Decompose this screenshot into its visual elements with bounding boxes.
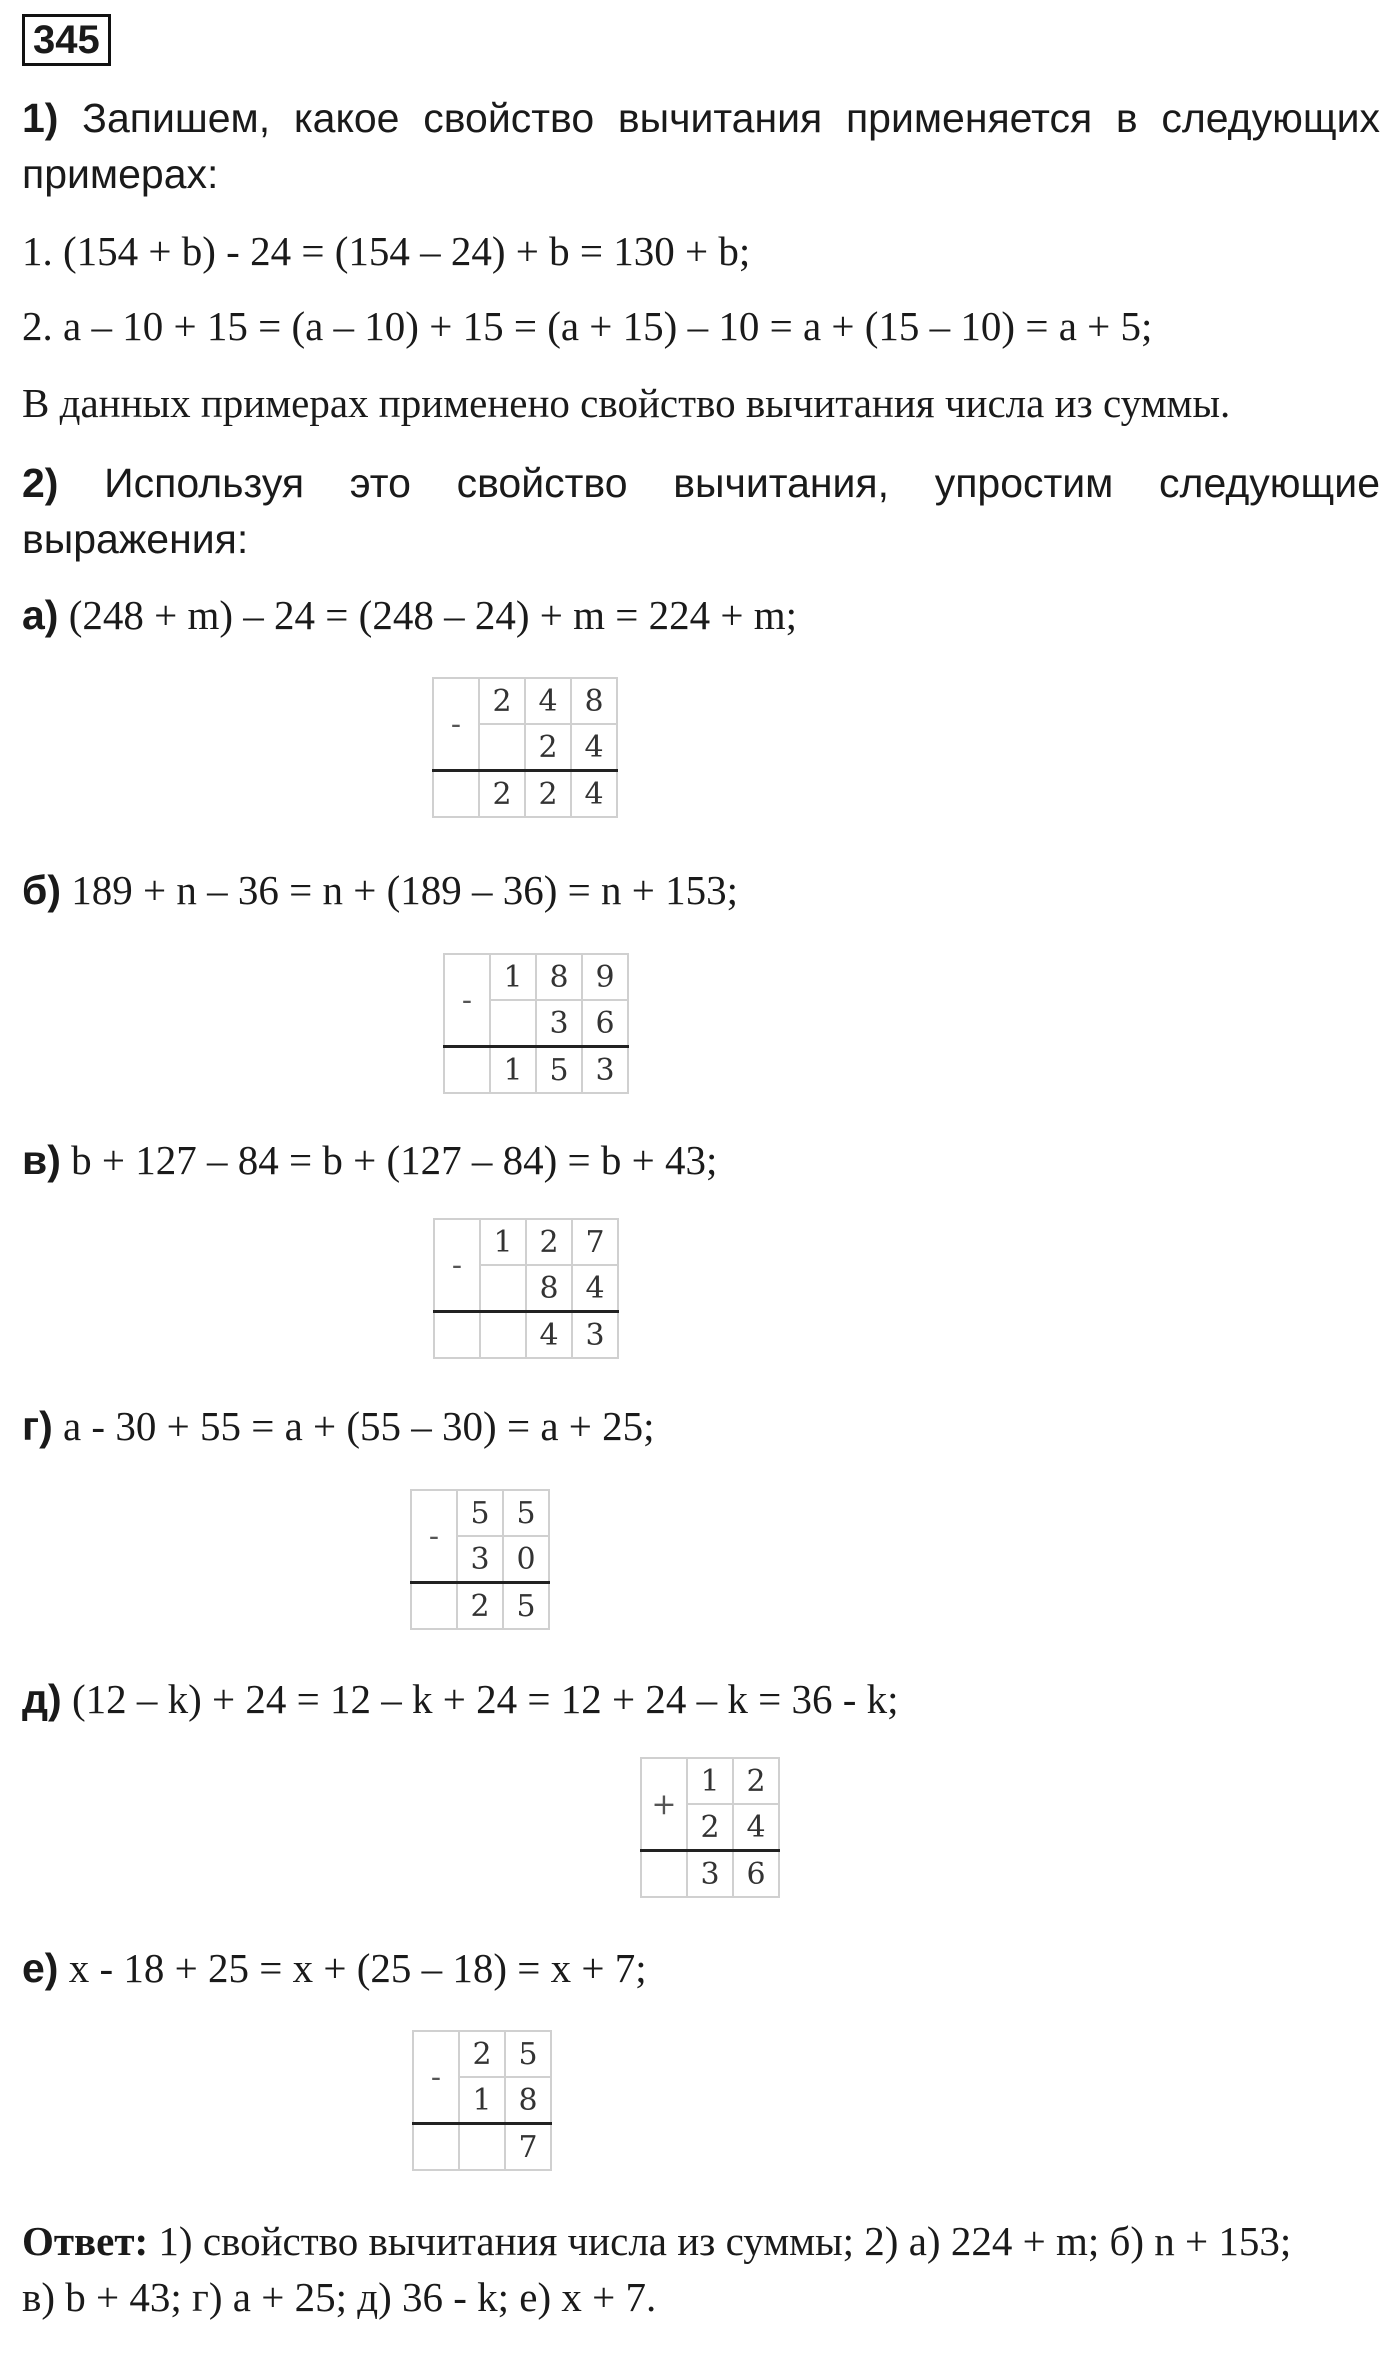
- digit-cell: 5: [505, 2031, 551, 2077]
- part1-example-2: 2. a – 10 + 15 = (a – 10) + 15 = (a + 15) – 10 = a + (15 – 10) = a + 5;: [22, 303, 1153, 349]
- digit-cell: 4: [733, 1804, 779, 1851]
- task-number: 345: [22, 14, 111, 66]
- answer-line-1: [22, 2213, 1380, 2269]
- digit-cell: 5: [503, 1583, 549, 1630]
- item-expression: 189 + n – 36 = n + (189 – 36) = n + 153;: [60, 867, 739, 913]
- answer-text-1: 1) свойство вычитания числа из суммы; 2) а) 224 + m; б) n + 153;: [148, 2218, 1292, 2264]
- empty-cell: [434, 1312, 480, 1359]
- item-label: в): [22, 1137, 61, 1183]
- digit-cell: 2: [526, 1219, 572, 1265]
- item-a: [22, 587, 1380, 643]
- digit-cell: 1: [490, 1047, 536, 1094]
- digit-cell: 2: [479, 678, 525, 724]
- item-label: б): [22, 867, 61, 913]
- item-label: д): [22, 1676, 62, 1722]
- operator-sign: -: [433, 678, 479, 771]
- empty-cell: [433, 771, 479, 818]
- item-e: [22, 1940, 1380, 1996]
- item-v: [22, 1132, 1380, 1188]
- digit-cell: [480, 1265, 526, 1312]
- item-label: а): [22, 592, 59, 638]
- item-expression: (12 – k) + 24 = 12 – k + 24 = 12 + 24 – k = 36 - k;: [61, 1676, 899, 1722]
- item-label: е): [22, 1945, 59, 1991]
- digit-cell: 8: [571, 678, 617, 724]
- item-expression: b + 127 – 84 = b + (127 – 84) = b + 43;: [60, 1137, 718, 1183]
- part1-conclusion: В данных примерах применено свойство вычитания числа из суммы.: [22, 380, 1231, 426]
- digit-cell: [480, 1312, 526, 1359]
- empty-cell: [641, 1851, 687, 1898]
- column-calc-g: [410, 1489, 550, 1630]
- digit-cell: 9: [582, 954, 628, 1000]
- digit-cell: 8: [505, 2077, 551, 2124]
- part1-label: 1): [22, 95, 59, 141]
- column-calc-d: [640, 1757, 780, 1898]
- digit-cell: 4: [571, 724, 617, 771]
- digit-cell: 5: [503, 1490, 549, 1536]
- digit-cell: 2: [525, 771, 571, 818]
- digit-cell: 6: [582, 1000, 628, 1047]
- digit-cell: 2: [525, 724, 571, 771]
- digit-cell: 7: [505, 2124, 551, 2171]
- digit-cell: [479, 724, 525, 771]
- digit-cell: 4: [572, 1265, 618, 1312]
- digit-cell: [490, 1000, 536, 1047]
- operator-sign: -: [413, 2031, 459, 2124]
- digit-cell: 3: [457, 1536, 503, 1583]
- answer-block: [22, 2213, 1380, 2325]
- part1-intro: [22, 90, 1380, 202]
- digit-cell: 2: [479, 771, 525, 818]
- empty-cell: [444, 1047, 490, 1094]
- digit-cell: 6: [733, 1851, 779, 1898]
- operator-sign: -: [444, 954, 490, 1047]
- part2-label: 2): [22, 460, 59, 506]
- digit-cell: 3: [687, 1851, 733, 1898]
- part1-example-1: 1. (154 + b) - 24 = (154 – 24) + b = 130 + b;: [22, 228, 751, 274]
- item-g: [22, 1398, 1380, 1454]
- digit-cell: 3: [582, 1047, 628, 1094]
- digit-cell: 1: [490, 954, 536, 1000]
- column-calc-a: [432, 677, 618, 818]
- digit-cell: 2: [687, 1804, 733, 1851]
- operator-sign: -: [411, 1490, 457, 1583]
- column-calc-e: [412, 2030, 552, 2171]
- item-b: [22, 862, 1380, 918]
- digit-cell: 4: [526, 1312, 572, 1359]
- digit-cell: 3: [572, 1312, 618, 1359]
- digit-cell: 5: [457, 1490, 503, 1536]
- digit-cell: [459, 2124, 505, 2171]
- digit-cell: 2: [457, 1583, 503, 1630]
- part2-intro: [22, 455, 1380, 567]
- digit-cell: 8: [526, 1265, 572, 1312]
- item-label: г): [22, 1403, 53, 1449]
- operator-sign: -: [434, 1219, 480, 1312]
- column-calc-v: [433, 1218, 619, 1359]
- item-d: [22, 1671, 1380, 1727]
- digit-cell: 1: [480, 1219, 526, 1265]
- item-expression: (248 + m) – 24 = (248 – 24) + m = 224 + m;: [58, 592, 798, 638]
- operator-sign: +: [641, 1758, 687, 1851]
- digit-cell: 8: [536, 954, 582, 1000]
- column-calc-b: [443, 953, 629, 1094]
- item-expression: x - 18 + 25 = x + (25 – 18) = x + 7;: [58, 1945, 647, 1991]
- digit-cell: 2: [733, 1758, 779, 1804]
- digit-cell: 4: [571, 771, 617, 818]
- answer-line-2: в) b + 43; г) a + 25; д) 36 - k; е) x + 7.: [22, 2274, 657, 2320]
- digit-cell: 1: [459, 2077, 505, 2124]
- digit-cell: 0: [503, 1536, 549, 1583]
- digit-cell: 5: [536, 1047, 582, 1094]
- empty-cell: [413, 2124, 459, 2171]
- digit-cell: 4: [525, 678, 571, 724]
- part1-text: Запишем, какое свойство вычитания применяется в следующих примерах:: [22, 95, 1380, 197]
- answer-label: Ответ:: [22, 2218, 149, 2264]
- digit-cell: 2: [459, 2031, 505, 2077]
- digit-cell: 3: [536, 1000, 582, 1047]
- part2-text: Используя это свойство вычитания, упростим следующие выражения:: [22, 460, 1380, 562]
- item-expression: a - 30 + 55 = a + (55 – 30) = a + 25;: [52, 1403, 655, 1449]
- empty-cell: [411, 1583, 457, 1630]
- digit-cell: 1: [687, 1758, 733, 1804]
- digit-cell: 7: [572, 1219, 618, 1265]
